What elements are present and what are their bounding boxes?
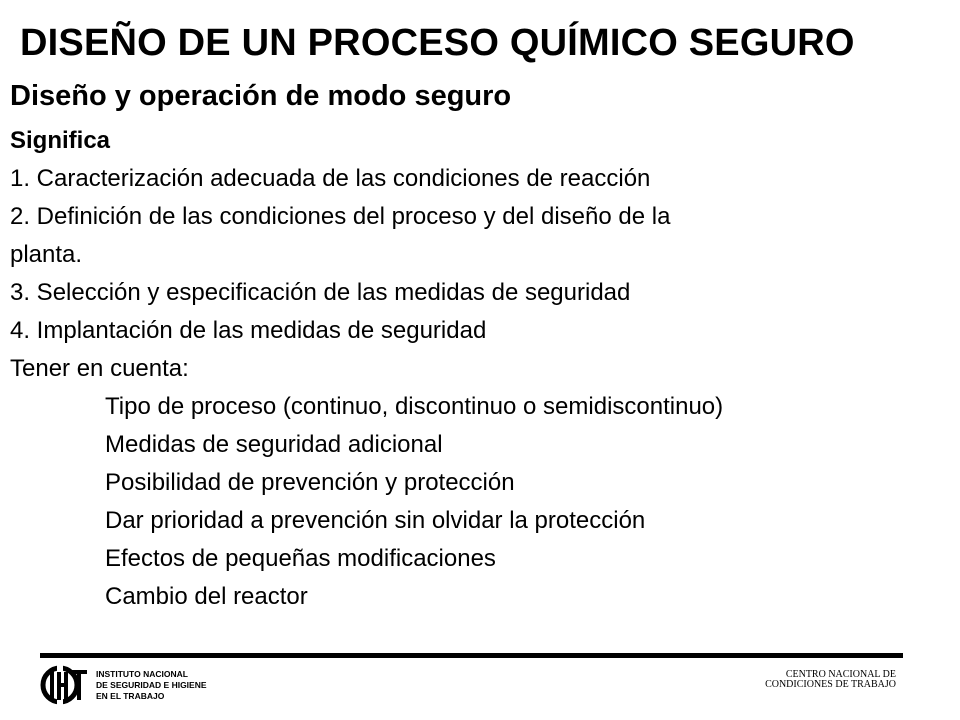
significa-label: Significa bbox=[10, 127, 111, 154]
consideration-item: Cambio del reactor bbox=[105, 583, 308, 610]
slide-title: DISEÑO DE UN PROCESO QUÍMICO SEGURO bbox=[20, 22, 855, 64]
consideration-item: Medidas de seguridad adicional bbox=[105, 431, 443, 458]
center-name-line: CONDICIONES DE TRABAJO bbox=[765, 679, 896, 690]
numbered-item: 3. Selección y especificación de las medidas de seguridad bbox=[10, 279, 631, 306]
logo-line: EN EL TRABAJO bbox=[96, 690, 165, 701]
consideration-item: Posibilidad de prevención y protección bbox=[105, 469, 515, 496]
insht-logo-icon bbox=[40, 664, 90, 706]
tener-label: Tener en cuenta: bbox=[10, 355, 189, 382]
logo-line: INSTITUTO NACIONAL bbox=[96, 668, 188, 679]
footer-divider bbox=[40, 653, 903, 658]
logo-line: DE SEGURIDAD E HIGIENE bbox=[96, 679, 207, 690]
slide-subtitle: Diseño y operación de modo seguro bbox=[10, 80, 512, 112]
center-name-line: CENTRO NACIONAL DE bbox=[785, 669, 896, 680]
numbered-item: 1. Caracterización adecuada de las condiciones de reacción bbox=[10, 165, 651, 192]
center-name bbox=[765, 670, 896, 690]
numbered-item-continuation: planta. bbox=[10, 241, 83, 268]
slide-content bbox=[10, 122, 940, 616]
consideration-item: Tipo de proceso (continuo, discontinuo o semidiscontinuo) bbox=[105, 393, 724, 420]
consideration-item: Efectos de pequeñas modificaciones bbox=[105, 545, 496, 572]
numbered-item: 4. Implantación de las medidas de seguridad bbox=[10, 317, 487, 344]
numbered-item: 2. Definición de las condiciones del proceso y del diseño de la bbox=[10, 203, 671, 230]
consideration-item: Dar prioridad a prevención sin olvidar la protección bbox=[105, 507, 646, 534]
insht-logo bbox=[40, 664, 207, 706]
insht-logo-text bbox=[96, 669, 207, 702]
